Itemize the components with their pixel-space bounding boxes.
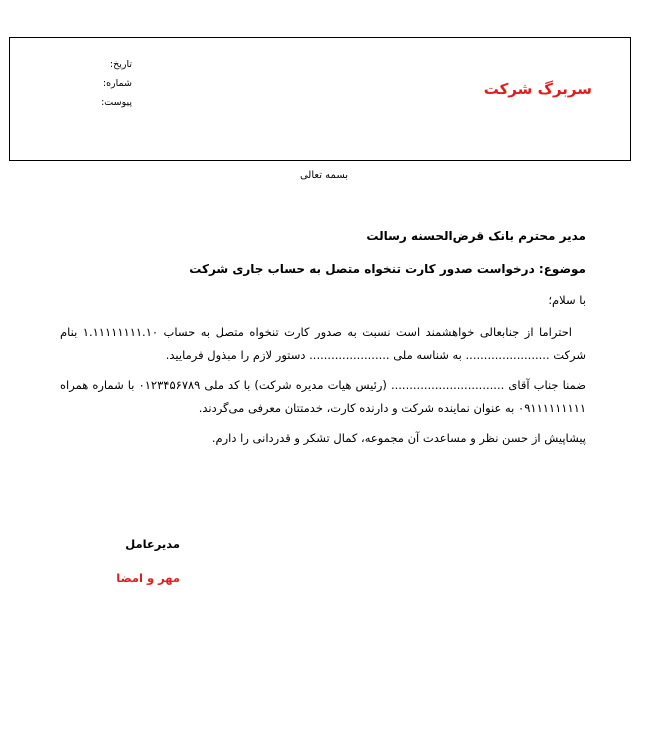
subject-line: موضوع: درخواست صدور کارت تنخواه متصل به حساب جاری شرکت bbox=[189, 262, 586, 276]
bismillah: بسمه تعالی bbox=[299, 170, 349, 181]
letter-meta-fields bbox=[101, 55, 132, 112]
paragraph-representative: ضمنا جناب آقای ............................... (رئیس هیات مدیره شرکت) با کد ملی ۰۱۲۳۴۵۶۷۸۹ با شماره همراه ۰۹۱۱۱۱۱۱۱۱۱ به عنوان نماینده شرکت و دارنده کارت، خدمتتان معرفی می‌گردند. bbox=[60, 378, 586, 415]
greeting: با سلام؛ bbox=[548, 293, 586, 307]
signatory-title: مدیرعامل bbox=[125, 537, 180, 551]
paragraph-request: احتراما از جنابعالی خواهشمند است نسبت به صدور کارت تنخواه متصل به حساب ۱.۱۱۱۱۱۱۱۱.۱۰ بنام شرکت ....................... به شناسه ملی ...................... دستور لازم را مبذول فرمایید. bbox=[60, 325, 586, 362]
date-label: تاریخ: bbox=[109, 59, 132, 70]
paragraph-thanks: پیشاپیش از حسن نظر و مساعدت آن مجموعه، کمال تشکر و قدردانی را دارم. bbox=[211, 431, 586, 445]
letterhead-box bbox=[9, 37, 631, 161]
seal-and-signature: مهر و امضا bbox=[116, 571, 180, 585]
company-title: سربرگ شرکت bbox=[483, 80, 592, 98]
number-label: شماره: bbox=[102, 78, 132, 89]
attachment-label: پیوست: bbox=[101, 97, 132, 108]
recipient-line: مدیر محترم بانک قرض‌الحسنه رسالت bbox=[366, 229, 586, 243]
signature-block bbox=[60, 534, 180, 588]
letter-body bbox=[60, 226, 586, 457]
